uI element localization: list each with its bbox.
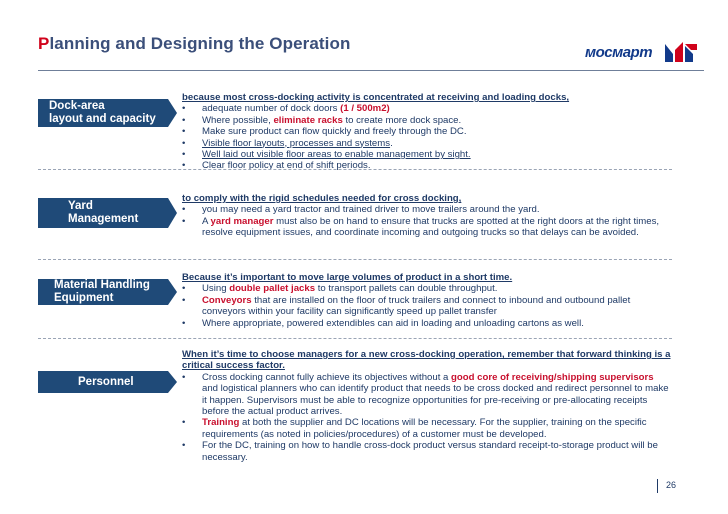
title-text: lanning and Designing the Operation — [49, 34, 351, 53]
label-line: Equipment — [54, 292, 114, 304]
label-line: layout and capacity — [49, 113, 156, 125]
section-personnel — [182, 349, 672, 463]
bullet-item: • Using double pallet jacks to transport pallets can double throughput. — [182, 283, 498, 295]
section-material-handling — [182, 272, 672, 329]
label-personnel — [38, 371, 168, 393]
label-material-handling — [38, 279, 168, 305]
bullet-item: • Conveyors that are installed on the floor of truck trailers and connect to inbound and outbound pallet conveyors within your facility can significantly speed up pallet transfer — [182, 294, 631, 318]
label-line: Yard — [68, 200, 93, 212]
bullet-item: • Where possible, eliminate racks to create more dock space. — [182, 114, 462, 126]
section-dock-area — [182, 92, 672, 172]
logo-text: мосмарт — [585, 44, 653, 61]
bullet-item: • Make sure product can flow quickly and freely through the DC. — [182, 126, 467, 138]
mosmart-logo — [585, 40, 705, 64]
logo-mark-icon — [663, 40, 699, 64]
label-line: Dock-area — [49, 100, 105, 112]
section-lead: Because it’s important to move large volumes of product in a short time. — [182, 272, 513, 283]
section-lead: When it’s time to choose managers for a new cross-docking operation, remember that forward thinking is a critical success factor. — [182, 349, 671, 372]
bullet-item: • adequate number of dock doors (1 / 500m2) — [182, 103, 390, 115]
label-yard-management — [38, 198, 168, 228]
section-lead: to comply with the rigid schedules needed for cross docking, — [182, 193, 462, 204]
section-lead: because most cross-docking activity is concentrated at receiving and loading docks, — [182, 92, 570, 103]
label-arrow — [168, 198, 177, 228]
label-arrow — [168, 371, 177, 393]
section-divider — [38, 169, 672, 170]
bullet-item: • Training at both the supplier and DC locations will be necessary. For the supplier, training on the specific requirements (as noted in policies/procedures) of a customer must be developed. — [182, 417, 647, 440]
page-title — [38, 34, 350, 54]
label-dock-area — [38, 99, 168, 127]
bullet-item: • Visible floor layouts, processes and systems. — [182, 137, 393, 149]
bullet-item: • A yard manager must also be on hand to ensure that trucks are spotted at the right doors at the right times, resolve equipment issues, and coordinate incoming and outgoing trucks so that delays can be avoided. — [182, 215, 660, 239]
label-line: Personnel — [78, 375, 134, 388]
label-arrow — [168, 99, 177, 127]
section-yard-management — [182, 193, 672, 239]
title-initial: P — [38, 34, 50, 53]
title-divider — [38, 70, 704, 71]
label-line: Material Handling — [54, 279, 150, 291]
label-line: Management — [68, 213, 139, 225]
bullet-item: • you may need a yard tractor and trained driver to move trailers around the yard. — [182, 204, 540, 216]
bullet-item: • Clear floor policy at end of shift periods. — [182, 160, 371, 172]
page-number: 26 — [666, 480, 677, 490]
bullet-item: • Well laid out visible floor areas to enable management by sight. — [182, 149, 471, 161]
footer-divider — [657, 479, 658, 493]
section-divider — [38, 259, 672, 260]
label-arrow — [168, 279, 177, 305]
bullet-item: • Cross docking cannot fully achieve its objectives without a good core of receiving/shipping supervisors and logistical planners who can identify product that needs to be cross docked and redirect personnel to make it happen. Supervisors must be able to recognize opportunities for pre-receiving or pre-allocating receipts before the actual product arrives. — [182, 371, 669, 418]
bullet-item: • Where appropriate, powered extendibles can aid in loading and unloading cartons as well. — [182, 317, 584, 329]
section-divider — [38, 338, 672, 339]
bullet-item: • For the DC, training on how to handle cross-dock product versus standard receipt-to-storage product will be necessary. — [182, 440, 658, 463]
